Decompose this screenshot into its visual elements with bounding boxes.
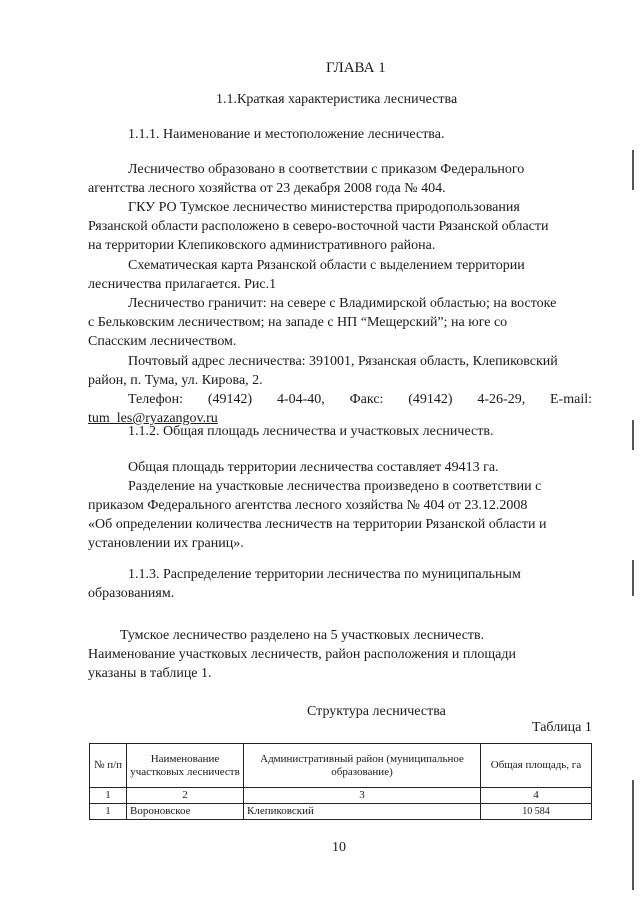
header-area: Общая площадь, га [481,744,592,788]
paragraph-establishment [88,160,592,198]
paragraph-total-area [88,458,592,477]
table-row [90,804,592,820]
text-line: образованиям. [88,586,175,601]
fax-code: (49142) [408,392,453,407]
text-line: с Бельковским лесничеством; на западе с НП “Мещерский”; на юге со [88,315,508,330]
text-line: агентства лесного хозяйства от 23 декабря 2008 года № 404. [88,181,446,196]
phone-number: 4-04-40, [276,392,325,407]
header-district: Административный район (муниципальное образование) [244,744,481,788]
text-line: указаны в таблице 1. [88,666,212,681]
text-line: Почтовый адрес лесничества: 391001, Рязанская область, Клепиковский [128,354,558,369]
text-line: ГКУ РО Тумское лесничество министерства природопользования [128,200,520,215]
paragraph-location [88,198,592,255]
cell-area: 10 584 [481,804,592,820]
column-number: 2 [127,788,244,804]
contacts-line [88,390,592,428]
text-line: Спасским лесничеством. [88,334,237,349]
text-line: 1.1.3. Распределение территории лесничества по муниципальным [128,567,521,582]
scan-edge-mark [632,420,634,450]
forestry-structure-table [89,743,592,820]
scan-edge-mark [632,780,634,890]
table-title: Структура лесничества [307,704,446,719]
section-title: 1.1.Краткая характеристика лесничества [216,92,458,107]
paragraph-division [88,477,592,553]
column-number: 4 [481,788,592,804]
paragraph-borders [88,294,592,351]
paragraph-map [88,256,592,294]
email-label: E-mail: [550,392,592,407]
text-line: «Об определении количества лесничеств на территории Рязанской области и [88,517,547,532]
column-number: 3 [244,788,481,804]
paragraph-address [88,352,592,390]
table-caption: Таблица 1 [532,720,592,735]
cell-district: Клепиковский [244,804,481,820]
text-line: Общая площадь территории лесничества составляет 49413 га. [128,460,499,475]
header-number: № п/п [90,744,127,788]
fax-label: Факс: [349,392,384,407]
text-line: Лесничество граничит: на севере с Владимирской областью; на востоке [128,296,557,311]
subsection-heading-1-1-2: 1.1.2. Общая площадь лесничества и участковых лесничеств. [128,424,494,439]
text-line: Тумское лесничество разделено на 5 участковых лесничеств. [120,628,485,643]
phone-label: Телефон: [128,392,184,407]
table-column-numbers-row [90,788,592,804]
text-line: район, п. Тума, ул. Кирова, 2. [88,373,263,388]
text-line: приказом Федерального агентства лесного хозяйства № 404 от 23.12.2008 [88,498,528,513]
chapter-title: ГЛАВА 1 [326,60,386,76]
subsection-heading-1-1-1: 1.1.1. Наименование и местоположение лесничества. [128,127,445,142]
header-name: Наименование участковых лесничеств [127,744,244,788]
email-link[interactable]: tum_les@ryazangov.ru [88,411,218,426]
text-line: Схематическая карта Рязанской области с выделением территории [128,258,525,273]
text-line: лесничества прилагается. Рис.1 [88,277,277,292]
scan-edge-mark [632,560,634,596]
cell-number: 1 [90,804,127,820]
cell-name: Вороновское [127,804,244,820]
column-number: 1 [90,788,127,804]
text-line: Разделение на участковые лесничества произведено в соответствии с [128,479,542,494]
scan-edge-mark [632,150,634,190]
text-line: Лесничество образовано в соответствии с приказом Федерального [128,162,525,177]
text-line: установлении их границ». [88,536,244,551]
text-line: на территории Клепиковского административного района. [88,238,436,253]
text-line: Наименование участковых лесничеств, район расположения и площади [88,647,516,662]
subsection-heading-1-1-3 [88,565,592,603]
table-header-row [90,744,592,788]
fax-number: 4-26-29, [477,392,526,407]
paragraph-division-count [88,626,592,683]
phone-code: (49142) [207,392,253,407]
text-line: Рязанской области расположено в северо-восточной части Рязанской области [88,219,549,234]
page-number: 10 [332,840,346,855]
